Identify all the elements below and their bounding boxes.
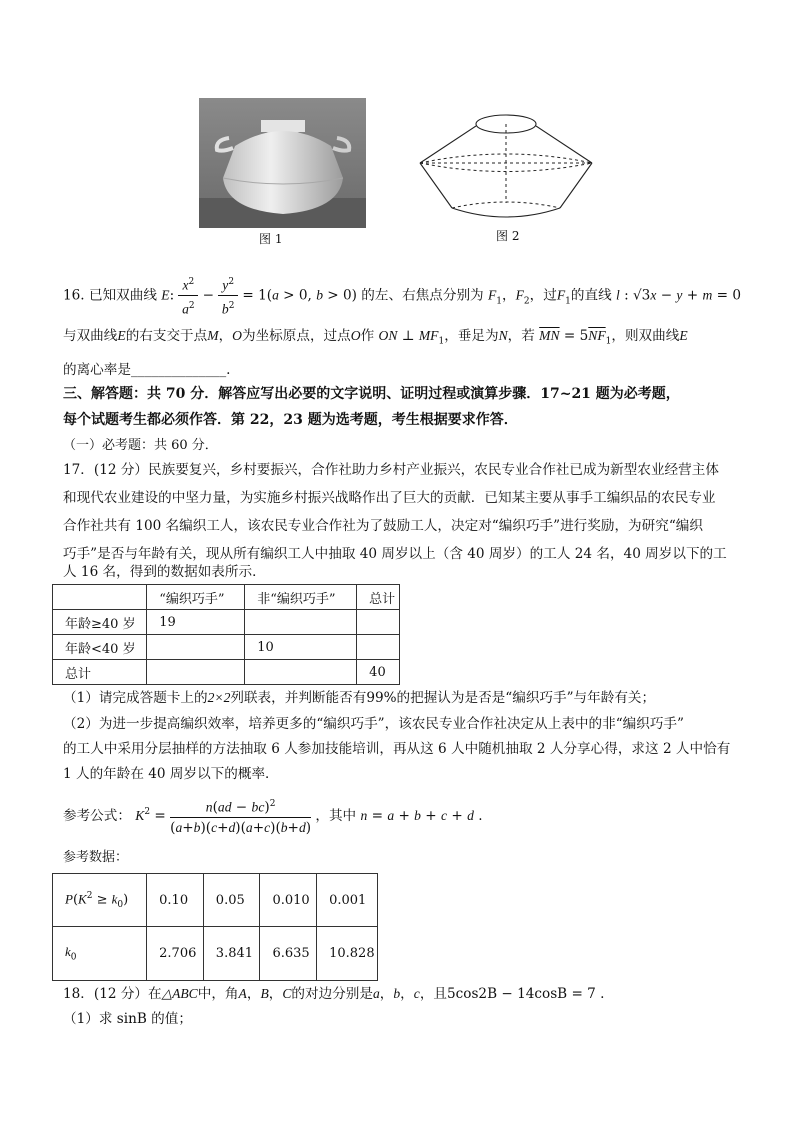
table-cell	[357, 610, 400, 635]
section3-title-line1: 三、解答题：共 70 分．解答应写出必要的文字说明、证明过程或演算步骤．17~21 题为必考题，	[63, 386, 680, 402]
table-cell	[147, 635, 245, 660]
answer-blank[interactable]: ______________.	[130, 362, 231, 378]
q17-para-line1: 17．(12 分）民族要复兴，乡村要振兴，合作社助力乡村产业振兴，农民专业合作社已成为新型农业经营主体	[63, 462, 719, 478]
table-cell	[245, 660, 357, 685]
q17-para-line4: 巧手”是否与年龄有关，现从所有编织工人中抽取 40 周岁以上（含 40 周岁）的工人 24 名，40 周岁以下的工	[63, 546, 727, 562]
figure-1-caption: 图 1	[259, 232, 283, 246]
table-cell: 3.841	[203, 927, 260, 981]
figure-2-caption: 图 2	[496, 229, 520, 243]
q17-para-line2: 和现代农业建设的中坚力量，为实施乡村振兴战略作出了巨大的贡献．已知某主要从事手工编织品的农民专业	[63, 490, 716, 506]
reference-data-table	[52, 873, 378, 981]
prob-label-cell: $P(K^2 \ge k_0)$	[53, 874, 147, 927]
table-header-cell: “编织巧手”	[147, 585, 245, 610]
q17-sub2-line1: （2）为进一步提高编织效率，培养更多的“编织巧手”，该农民专业合作社决定从上表中的非“编织巧手”	[63, 716, 684, 732]
q18-line2: （1）求 sinB 的值；	[63, 1011, 192, 1027]
table-cell	[245, 610, 357, 635]
q17-sub2-line3: 1 人的年龄在 40 周岁以下的概率．	[63, 766, 279, 782]
table-header-cell	[53, 585, 147, 610]
reference-data-label: 参考数据：	[63, 850, 129, 865]
table-row	[53, 874, 378, 927]
table-cell: 40	[357, 660, 400, 685]
table-cell: 6.635	[260, 927, 317, 981]
table-header-cell: 总计	[357, 585, 400, 610]
table-cell: 0.001	[317, 874, 378, 927]
q16-line2: 与双曲线E的右支交于点M，O为坐标原点，过点O作 ON ⊥ $MF_1$，垂足为N，若 $\overline{MN} = 5\overline{NF}_1$，则双曲线E	[63, 328, 688, 347]
table-cell: 0.010	[260, 874, 317, 927]
table-cell: 19	[147, 610, 245, 635]
table-header-cell: 非“编织巧手”	[245, 585, 357, 610]
figure-1-photo	[199, 98, 366, 228]
q17-sub2-line2: 的工人中采用分层抽样的方法抽取 6 人参加技能培训，再从这 6 人中随机抽取 2 人分享心得，求这 2 人中恰有	[63, 741, 731, 757]
table-cell: 0.10	[147, 874, 204, 927]
q16-line3: 的离心率是______________.	[63, 362, 231, 378]
k0-label-cell: $k_0$	[53, 927, 147, 981]
q17-para-line3: 合作社共有 100 名编织工人，该农民专业合作社为了鼓励工人，决定对“编织巧手”进行奖励，为研究“编织	[63, 518, 703, 534]
table-cell: 年龄≥40 岁	[53, 610, 147, 635]
table-cell	[147, 660, 245, 685]
q18-line1: 18．(12 分）在△ABC中，角A，B，C的对边分别是a，b，c，且5cos2B − 14cosB = 7 .	[63, 986, 605, 1002]
section3-title-line2: 每个试题考生都必须作答．第 22，23 题为选考题，考生根据要求作答．	[63, 412, 518, 428]
table-row	[53, 635, 400, 660]
table-row	[53, 660, 400, 685]
table-cell: 0.05	[203, 874, 260, 927]
table-cell	[357, 635, 400, 660]
figure-2-diagram	[416, 108, 596, 226]
q17-sub1: （1）请完成答题卡上的2×2列联表，并判断能否有99%的把握认为是否是“编织巧手”与年龄有关；	[63, 690, 656, 706]
q16-line1: 16. 已知双曲线 E: $\frac{x^2}{a^2}$ − $\frac{y^2}{b^2}$ = 1(a > 0, b > 0) 的左、右焦点分别为 $F_1$，$F_2$，过$F_1$的直线 l : √3x − y + m = 0	[63, 273, 741, 319]
table-header-row	[53, 585, 400, 610]
table-row	[53, 610, 400, 635]
table-cell: 年龄<40 岁	[53, 635, 147, 660]
table-cell: 10	[245, 635, 357, 660]
reference-formula: 参考公式： $K^2$ = $\frac{n(ad - bc)^2}{(a+b)(c+d)(a+c)(b+d)}$ ，其中 n = a + b + c + d .	[63, 795, 483, 838]
table-cell: 2.706	[147, 927, 204, 981]
table-cell: 总计	[53, 660, 147, 685]
contingency-table	[52, 584, 400, 685]
section3-subtitle: （一）必考题：共 60 分．	[63, 438, 218, 453]
table-cell: 10.828	[317, 927, 378, 981]
table-row	[53, 927, 378, 981]
q17-para-line5: 人 16 名，得到的数据如表所示．	[63, 564, 266, 580]
